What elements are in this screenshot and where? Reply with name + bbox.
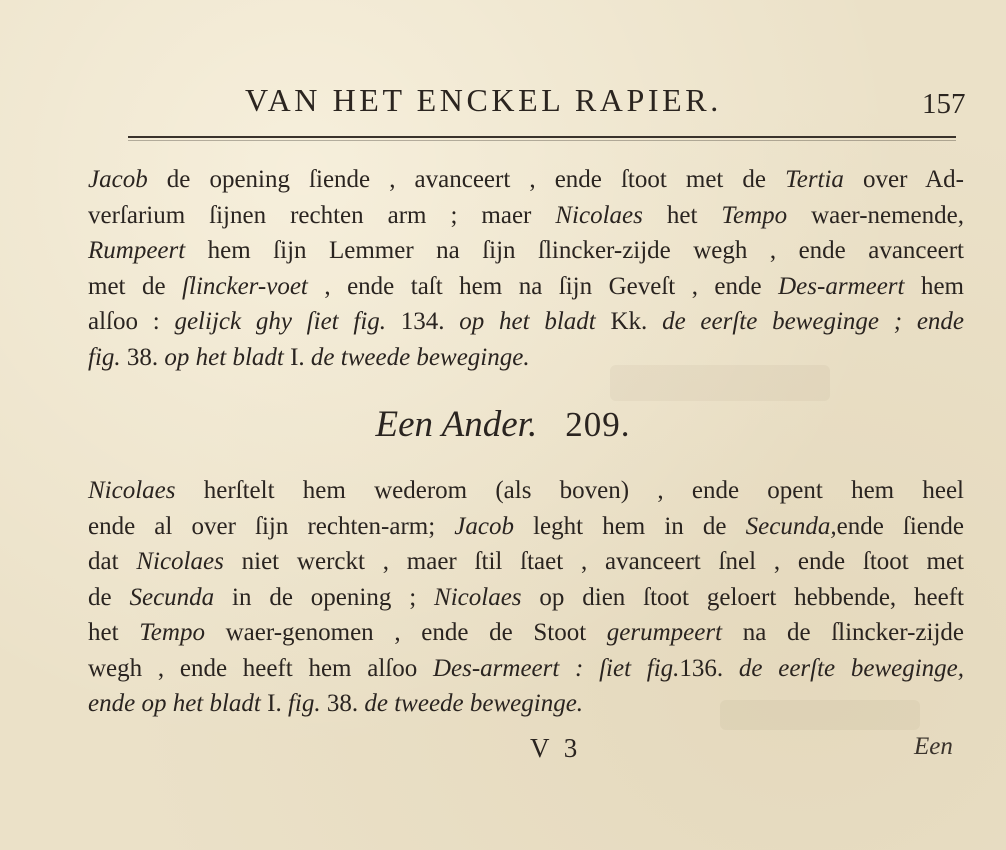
text-line xyxy=(88,198,964,234)
header-rule-shadow xyxy=(128,140,956,141)
text-run: het xyxy=(642,201,722,229)
text-run: hem ſijn Lemmer na ſijn ſlincker-zijde wegh , ende avanceert xyxy=(185,237,964,264)
text-run: op het bladt xyxy=(164,343,284,371)
text-run: ſiet fig. xyxy=(599,654,680,682)
signature-mark: V 3 xyxy=(530,733,582,763)
running-title: VAN HET ENCKEL RAPIER. xyxy=(245,82,722,118)
text-run: Jacob xyxy=(88,166,148,193)
text-run: Jacob xyxy=(454,512,514,540)
text-run: Secunda xyxy=(129,583,215,611)
text-run: fig. xyxy=(287,690,321,717)
text-run: op dien ſtoot geloert hebbende, heeft xyxy=(521,583,965,611)
paragraph-2 xyxy=(88,473,964,722)
text-line xyxy=(88,162,964,198)
text-run: I. xyxy=(283,343,311,371)
text-run: Nicolaes xyxy=(88,477,176,504)
text-run: waer-nemende, xyxy=(787,201,965,229)
text-run: ende al over ſijn rechten-arm; xyxy=(88,512,455,540)
text-run: I. xyxy=(260,690,288,717)
text-run: gerumpeert xyxy=(606,619,723,646)
text-run: over Ad- xyxy=(843,166,965,193)
text-run: ſlincker-voet xyxy=(182,272,308,300)
text-line xyxy=(88,580,964,616)
text-run: Nicolaes xyxy=(434,583,522,611)
text-run xyxy=(583,655,599,682)
text-line xyxy=(88,473,964,509)
text-run: Des-armeert : xyxy=(432,654,584,682)
text-run: waer-genomen , ende de Stoot xyxy=(204,619,607,646)
page-number: 157 xyxy=(922,88,966,120)
text-run: 134. xyxy=(386,308,460,335)
section-heading xyxy=(0,403,1006,446)
text-run: Nicolaes xyxy=(555,201,643,229)
text-run: Tertia xyxy=(785,166,844,193)
text-line xyxy=(88,615,964,651)
text-run: 38. xyxy=(320,690,365,717)
text-run: Rumpeert xyxy=(88,237,186,264)
text-run: na de ſlincker-zijde xyxy=(722,619,964,646)
text-run: de opening ſiende , avanceert , ende ſtoot met de xyxy=(147,166,786,193)
text-run: de tweede beweginge. xyxy=(364,690,584,717)
text-run: de eerſte beweginge ; ende xyxy=(662,308,965,335)
text-line xyxy=(88,544,964,580)
text-run: Des-armeert xyxy=(778,272,905,300)
catchword: Een xyxy=(914,733,953,760)
text-run: ende op het bladt xyxy=(88,690,261,717)
section-number: 209. xyxy=(565,405,631,444)
text-line xyxy=(88,340,964,376)
text-run: in de opening ; xyxy=(214,583,435,611)
text-run: 38. xyxy=(120,343,165,371)
text-run: , ende taſt hem na ſijn Geveſt , ende xyxy=(307,272,779,300)
section-title: Een Ander. xyxy=(375,404,538,445)
text-run: gelijck ghy ſiet fig. xyxy=(174,308,387,335)
text-line xyxy=(88,269,964,305)
text-line xyxy=(88,651,964,687)
text-run: alſoo : xyxy=(88,308,175,335)
text-run: het xyxy=(88,619,140,646)
text-run: de xyxy=(88,583,130,611)
paragraph-1 xyxy=(88,162,964,375)
text-run: de tweede beweginge. xyxy=(310,343,530,371)
text-line xyxy=(88,304,964,340)
text-run: de eerſte beweginge, xyxy=(738,654,965,682)
text-run: dat xyxy=(88,548,137,575)
text-run: herſtelt hem wederom (als boven) , ende opent hem heel xyxy=(175,477,964,504)
text-run: Tempo xyxy=(139,619,205,646)
text-run: op het bladt xyxy=(459,308,596,335)
text-run: Tempo xyxy=(721,201,788,229)
text-line xyxy=(88,233,964,269)
text-run: Nicolaes xyxy=(136,548,224,575)
text-line xyxy=(88,686,964,722)
running-head xyxy=(0,82,1006,122)
text-run: fig. xyxy=(88,343,121,371)
text-line xyxy=(88,509,964,545)
text-run: 136. xyxy=(679,654,739,682)
text-run: hem xyxy=(904,272,964,300)
text-run: ende ſiende xyxy=(836,512,964,540)
text-run: Secunda, xyxy=(745,512,837,540)
text-run: Kk. xyxy=(595,308,663,335)
text-run: niet werckt , maer ſtil ſtaet , avanceert ſnel , ende ſtoot met xyxy=(223,548,964,575)
text-run: wegh , ende heeft hem alſoo xyxy=(88,654,433,682)
text-run: leght hem in de xyxy=(513,512,746,540)
text-run: met de xyxy=(88,272,183,300)
text-run: verſarium ſijnen rechten arm ; maer xyxy=(88,201,556,229)
header-rule xyxy=(128,136,956,138)
